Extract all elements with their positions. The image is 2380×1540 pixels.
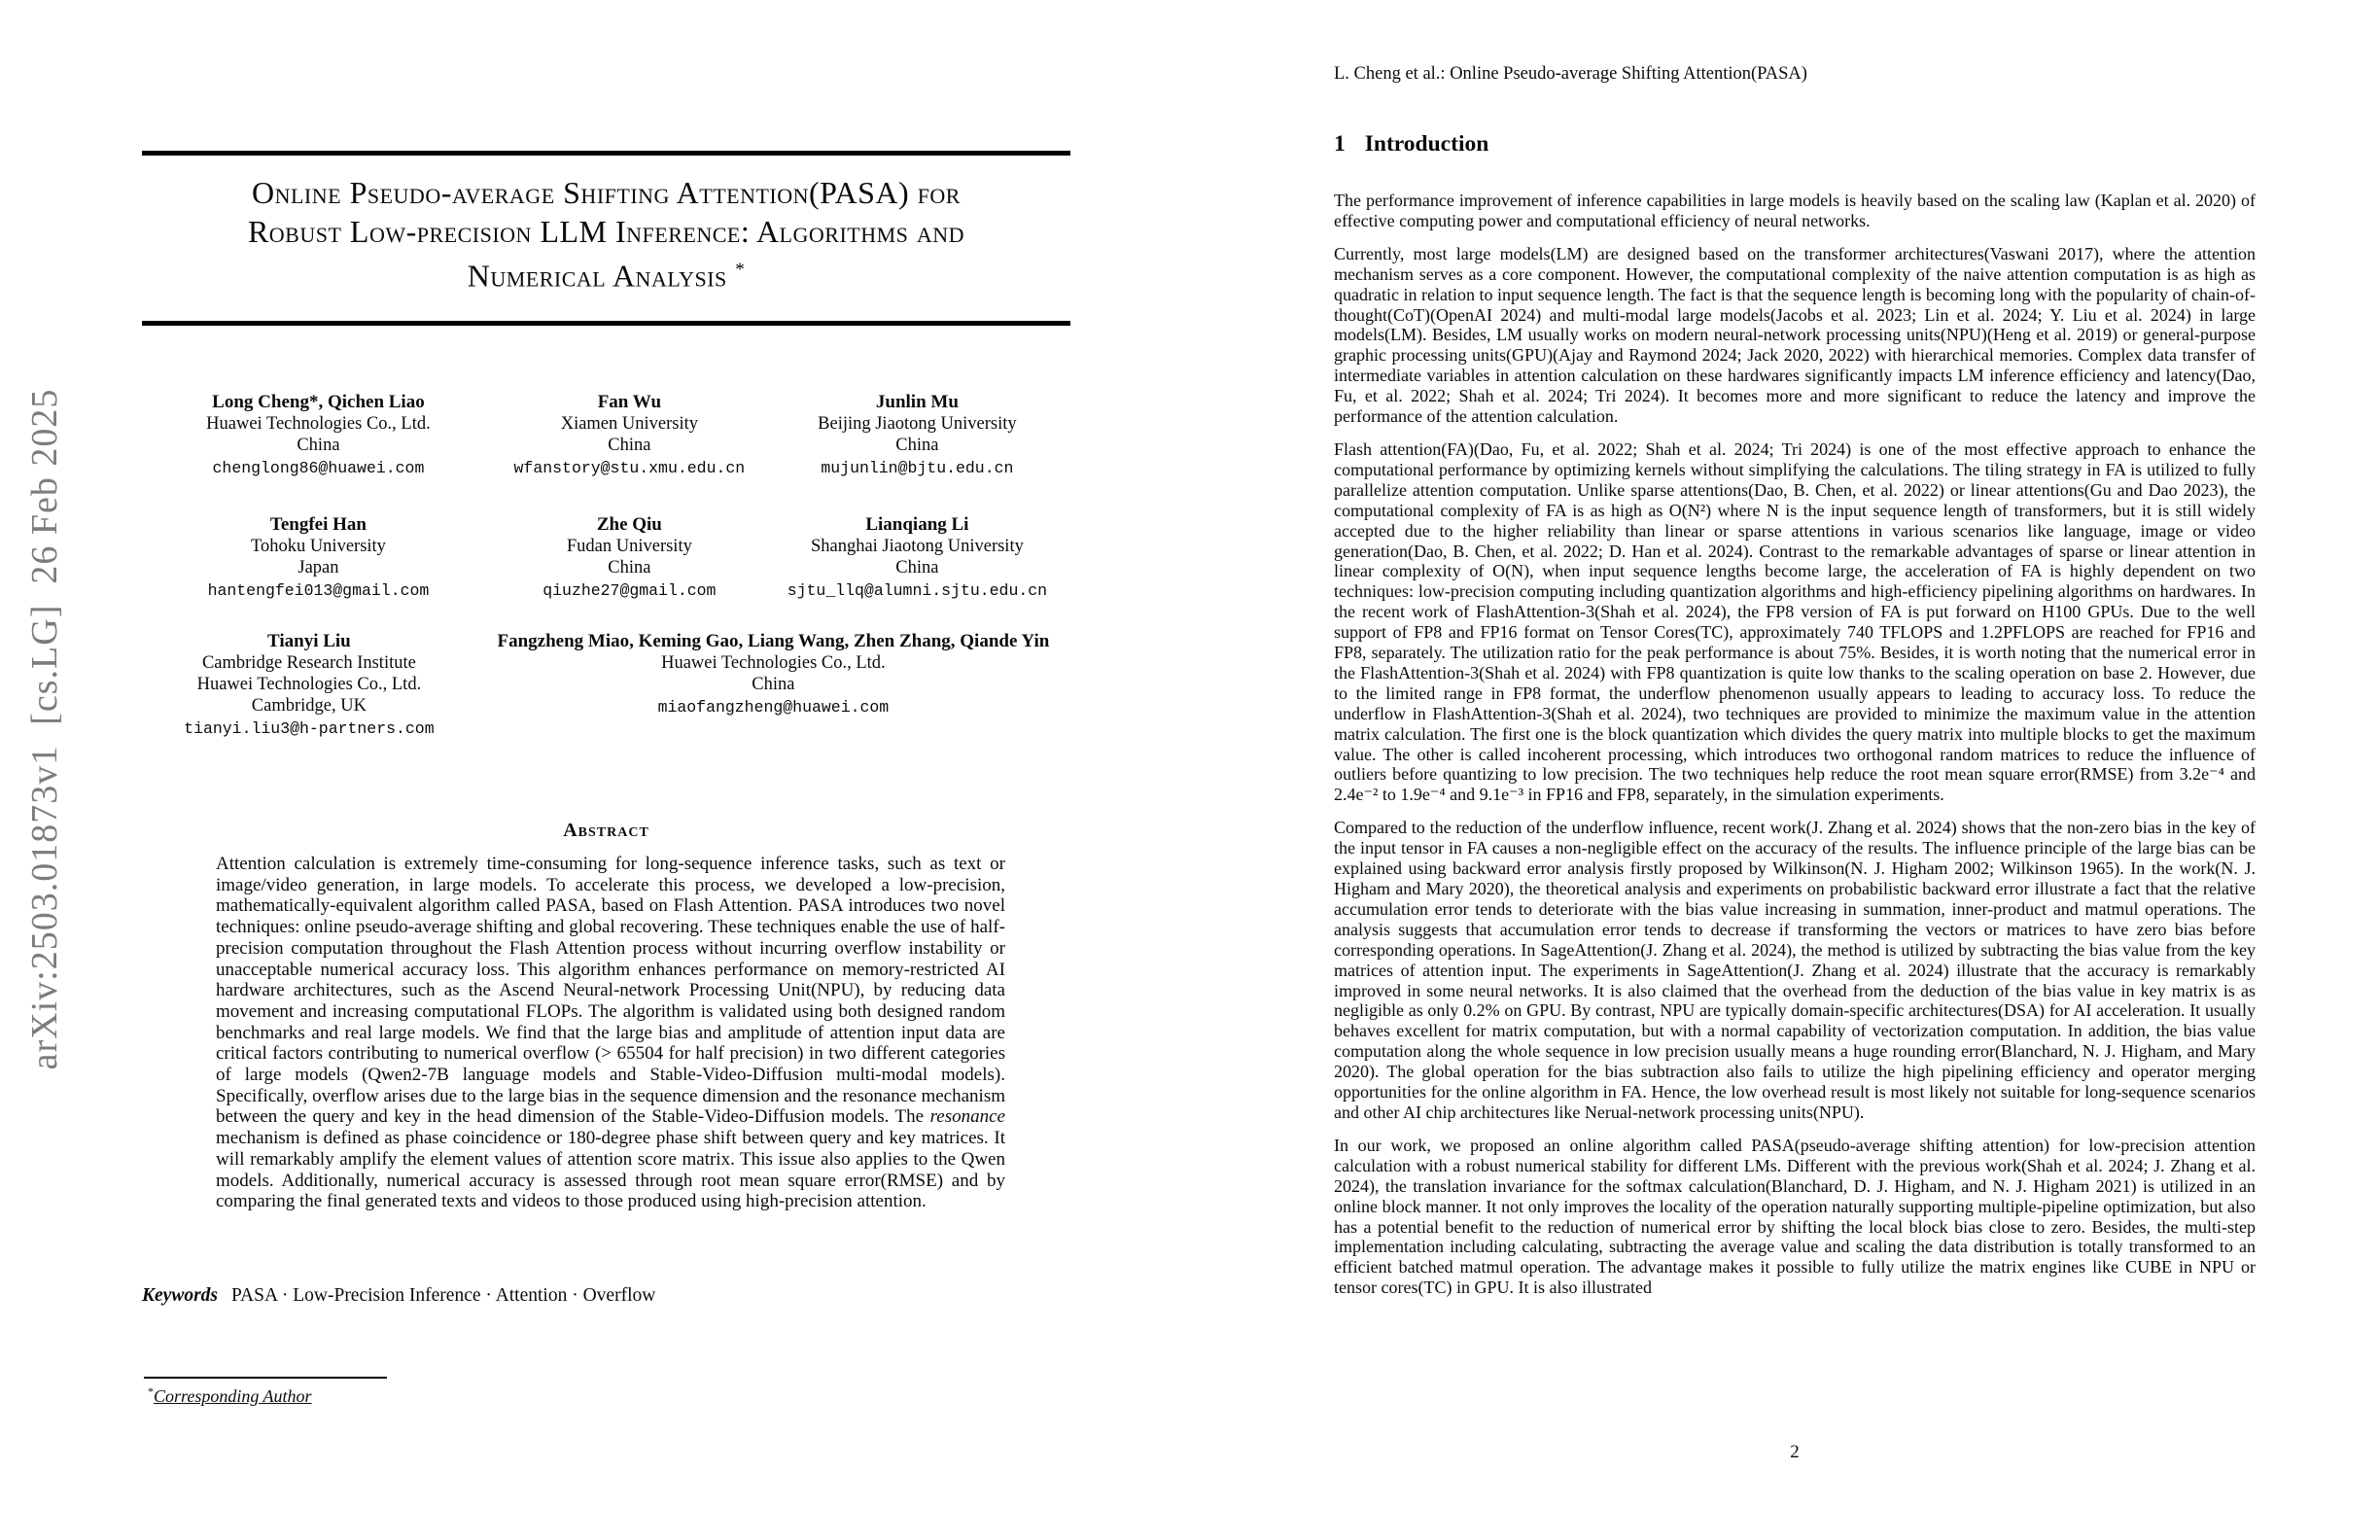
page-number: 2 <box>1790 1442 1800 1462</box>
keywords-text: PASA · Low-Precision Inference · Attention · Overflow <box>231 1285 656 1306</box>
author-row-1 <box>142 391 1070 480</box>
author-country: Cambridge, UK <box>251 696 367 716</box>
author-email: qiuzhe27@gmail.com <box>542 581 717 600</box>
introduction-body <box>1334 191 2256 1311</box>
author-email: chenglong86@huawei.com <box>212 459 425 477</box>
author-name: Junlin Mu <box>875 392 959 412</box>
abstract-text-part: mechanism is defined as phase coincidence or 180-degree phase shift between query and key matrices. It will remarkably amplify the element values of attention score matrix. This issue also applies to the Qwen models. Additionally, numerical accuracy is assessed through root mean square error(RMSE) and by comparing the final generated texts and videos to those produced using high-precision attention. <box>216 1128 1005 1212</box>
title-rule-top <box>142 151 1070 156</box>
author-country: Japan <box>298 558 339 578</box>
author-block <box>495 513 764 603</box>
footnote-text: Corresponding Author <box>154 1386 312 1406</box>
author-row-2 <box>142 513 1070 603</box>
paper-title <box>142 173 1070 296</box>
author-name: Fangzheng Miao, Keming Gao, Liang Wang, Zhen Zhang, Qiande Yin <box>497 631 1050 651</box>
author-email: sjtu_llq@alumni.sjtu.edu.cn <box>787 581 1048 600</box>
title-line-1: Online Pseudo-average Shifting Attention(PASA) for <box>251 175 961 210</box>
author-country: China <box>608 436 651 455</box>
author-country: China <box>608 558 651 578</box>
author-name: Tengfei Han <box>269 514 367 535</box>
author-affiliation: Cambridge Research Institute <box>201 653 416 673</box>
author-block <box>764 513 1070 603</box>
author-country: China <box>297 436 340 455</box>
author-country: China <box>895 436 939 455</box>
author-name: Zhe Qiu <box>596 514 662 535</box>
author-affiliation: Shanghai Jiaotong University <box>810 537 1024 556</box>
author-email: miaofangzheng@huawei.com <box>657 698 890 717</box>
author-country: China <box>895 558 939 578</box>
author-block <box>476 630 1070 741</box>
author-block <box>142 391 495 480</box>
author-row-3 <box>142 630 1070 741</box>
author-email: wfanstory@stu.xmu.edu.cn <box>513 459 746 477</box>
corresponding-author-footnote <box>148 1384 312 1407</box>
author-email: mujunlin@bjtu.edu.cn <box>821 459 1014 477</box>
section-number: 1 <box>1334 131 1346 157</box>
title-line-3: Numerical Analysis * <box>467 258 746 294</box>
author-affiliation: Xiamen University <box>560 414 698 434</box>
paragraph: In our work, we proposed an online algorithm called PASA(pseudo-average shifting attention) for low-precision attention calculation with a robust numerical stability for different LMs. Different with the previous work(Shah et al. 2024; J. Zhang et al. 2024), the translation invariance for the softmax calculation(Blanchard, D. J. Higham, and N. J. Higham 2021) is utilized in an online block manner. It not only improves the locality of the operation naturally supporting multiple-pipeline optimization, but also has a potential benefit to the reduction of numerical error by shifting the local block bias close to zero. Besides, the multi-step implementation including calculating, subtracting the average value and scaling the data distribution is totally transformed to an efficient batched matmul operation. The advantage makes it possible to fully utilize the matrix engines like CUBE in NPU or tensor cores(TC) in GPU. It is also illustrated <box>1334 1135 2256 1298</box>
arxiv-watermark: arXiv:2503.01873v1 [cs.LG] 26 Feb 2025 <box>24 388 65 1070</box>
author-affiliation: Tohoku University <box>250 537 386 556</box>
author-email: hantengfei013@gmail.com <box>207 581 430 600</box>
author-affiliation: Beijing Jiaotong University <box>818 414 1017 434</box>
footnote-separator <box>144 1377 387 1379</box>
author-block <box>142 630 476 741</box>
author-country: China <box>752 675 795 694</box>
abstract-text-part: Attention calculation is extremely time-consuming for long-sequence inference tasks, such as text or image/video generation, in large models. To accelerate this process, we developed a low-precision, mathematically-equivalent algorithm called PASA, based on Flash Attention. PASA introduces two novel techniques: online pseudo-average shifting and global recovering. These techniques enable the use of half-precision computation throughout the Flash Attention process without incurring overflow instability or unacceptable numerical accuracy loss. This algorithm enhances performance on memory-restricted AI hardware architectures, such as the Ascend Neural-network Processing Unit(NPU), by reducing data movement and increasing computational FLOPs. The algorithm is validated using both designed random benchmarks and real large models. We find that the large bias and amplitude of attention input data are critical factors contributing to numerical overflow (> 65504 for half precision) in two different categories of large models (Qwen2-7B language models and Stable-Video-Diffusion multi-modal models). Specifically, overflow arises due to the large bias in the sequence dimension and the resonance mechanism between the query and key in the head dimension of the Stable-Video-Diffusion models. The <box>216 854 1005 1128</box>
keywords-label: Keywords <box>142 1285 218 1306</box>
paragraph: Currently, most large models(LM) are designed based on the transformer architectures(Vaswani 2017), where the attention mechanism serves as a core component. However, the computational complexity of the naive attention computation is as high as quadratic in relation to input sequence length. The fact is that the sequence length is becoming long with the popularity of chain-of-thought(CoT)(OpenAI 2024) and multi-modal large models(Jacobs et al. 2023; Lin et al. 2024; Y. Liu et al. 2024) in large models(LM). Besides, LM usually works on modern neural-network processing units(NPU)(Heng et al. 2019) or general-purpose graphic processing units(GPU)(Ajay and Raymond 2024; Jack 2020, 2022) with hierarchical memories. Complex data transfer of intermediate variables in attention calculation on these hardwares significantly impacts LM inference efficiency and latency(Dao, Fu, et al. 2022; Shah et al. 2024; Tri 2024). It becomes more and more significant to reduce the latency and improve the performance of the attention calculation. <box>1334 243 2256 427</box>
paragraph: The performance improvement of inference capabilities in large models is heavily based on the scaling law (Kaplan et al. 2020) of effective computing power and computational efficiency of neural networks. <box>1334 191 2256 230</box>
title-line-2: Robust Low-precision LLM Inference: Algorithms and <box>247 214 965 249</box>
author-block <box>142 513 495 603</box>
author-affiliation: Fudan University <box>566 537 692 556</box>
running-header: L. Cheng et al.: Online Pseudo-average Shifting Attention(PASA) <box>1334 64 1807 84</box>
footnote-marker: * <box>148 1384 154 1398</box>
author-affiliation: Huawei Technologies Co., Ltd. <box>206 414 431 434</box>
author-name: Lianqiang Li <box>865 514 969 535</box>
title-rule-bottom <box>142 321 1070 326</box>
abstract-text <box>216 854 1005 1212</box>
abstract-italic-word: resonance <box>929 1106 1005 1128</box>
section-title: Introduction <box>1364 131 1489 157</box>
author-block <box>495 391 764 480</box>
section-heading-introduction <box>1334 131 1488 158</box>
author-name: Long Cheng*, Qichen Liao <box>212 392 425 412</box>
abstract-heading: Abstract <box>563 820 649 841</box>
author-name: Tianyi Liu <box>267 631 351 651</box>
title-footnote-marker: * <box>735 260 746 280</box>
author-affiliation: Huawei Technologies Co., Ltd. <box>661 653 886 673</box>
author-email: tianyi.liu3@h-partners.com <box>184 719 435 738</box>
keywords-line <box>142 1285 1070 1307</box>
author-block <box>764 391 1070 480</box>
paragraph: Flash attention(FA)(Dao, Fu, et al. 2022; Shah et al. 2024; Tri 2024) is one of the most effective approach to enhance the computational performance by optimizing kernels without simplifying the calculations. The tiling strategy in FA is utilized to fully parallelize attention computation. Unlike sparse attentions(Dao, B. Chen, et al. 2022) or linear attentions(Gu and Dao 2023), the computational complexity of FA is as high as O(N²) where N is the input sequence length of transformers, but it is still widely accepted due to the higher reliability than linear or sparse attentions in various scenarios like language, image or video generation(Dao, B. Chen, et al. 2022; D. Han et al. 2024). Contrast to the remarkable advantages of sparse or linear attention in linear complexity of O(N), when input sequence lengths become large, the acceleration of FA is highly dependent on two techniques: low-precision computing including quantization algorithms and high-efficiency pipelining algorithms on hardwares. In the recent work of FlashAttention-3(Shah et al. 2024), the FP8 version of FA is put forward on H100 GPUs. Due to the well support of FP8 and FP16 format on Tensor Cores(TC), approximately 740 TFLOPS and 1.2PFLOPS are reached for FP16 and FP8, separately. The utilization ratio for the peak performance is about 75%. Besides, it is worth noting that the numerical error in the FlashAttention-3(Shah et al. 2024) with FP8 quantization is quite low thanks to the scaling operation on base 2. However, due to the limited range in FP8 format, the underflow phenomenon usually appears to leading to accuracy loss. To reduce the underflow in FlashAttention-3(Shah et al. 2024), two techniques are provided to minimize the maximum value in the attention matrix calculation. The first one is the block quantization which divides the query matrix into multiple blocks to get the maximum value. The other is called incoherent processing, which introduces two orthogonal random matrices to reduce the influence of outliers before quantizing to low precision. The two techniques help reduce the root mean square error(RMSE) from 3.2e⁻⁴ and 2.4e⁻² to 1.9e⁻⁴ and 9.1e⁻³ in FP16 and FP8, separately, in the simulation experiments. <box>1334 438 2256 805</box>
author-affiliation: Huawei Technologies Co., Ltd. <box>196 675 422 694</box>
paragraph: Compared to the reduction of the underflow influence, recent work(J. Zhang et al. 2024) shows that the non-zero bias in the key of the input tensor in FA causes a non-negligible effect on the accuracy of the results. The influence principle of the large bias can be explained using backward error analysis firstly proposed by Wilkinson(N. J. Higham 2002; Wilkinson 1965). In the work(N. J. Higham and Mary 2020), the theoretical analysis and experiments on probabilistic backward error illustrate a fact that the relative accumulation error tends to deteriorate with the bias value increasing in summation, inner-product and matmul operations. The analysis suggests that accumulation error tends to decrease if transforming the vectors or matrices to have zero bias before corresponding operations. In SageAttention(J. Zhang et al. 2024), the method is utilized by subtracting the bias value from the key matrices of attention input. The experiments in SageAttention(J. Zhang et al. 2024) illustrate that the accuracy is remarkably improved in some neural networks. It is also claimed that the overhead from the deduction of the bias value in key matrix is as negligible as only 0.2% on GPU. By contrast, NPU are typically domain-specific architectures(DSA) for AI acceleration. It usually behaves excellent for matrix computation, but with a normal capability of vectorization computation. In addition, the bias value computation along the whole sequence in low precision usually means a huge rounding error(Blanchard, N. J. Higham, and Mary 2020). The global operation for the bias subtraction also fails to utilize the high pipelining efficiency and operator merging opportunities for the online algorithm in FA. Hence, the low overhead result is most likely not suitable for long-sequence scenarios and other AI chip architectures like Nerual-network processing units(NPU). <box>1334 818 2256 1122</box>
author-name: Fan Wu <box>597 392 662 412</box>
